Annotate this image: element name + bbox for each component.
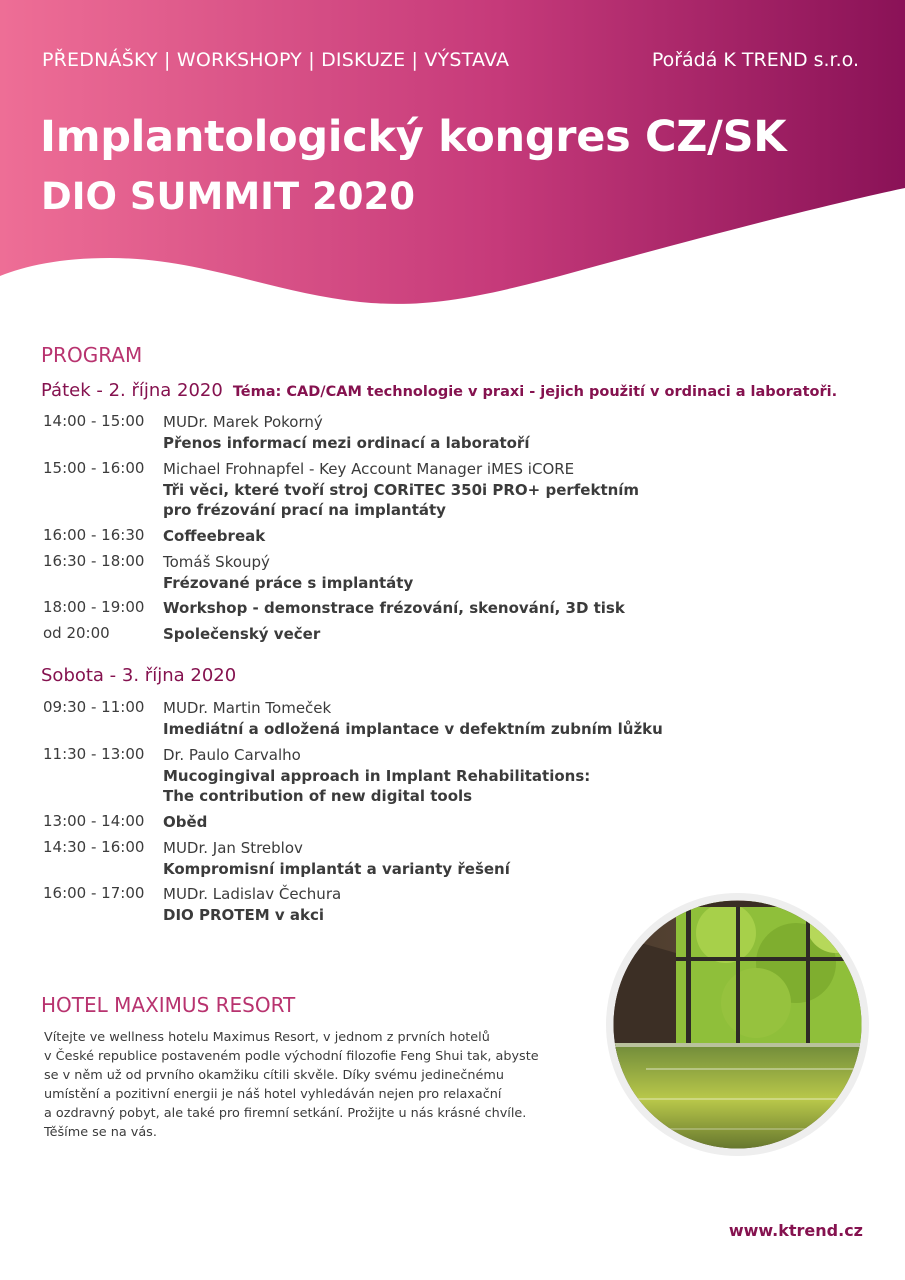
session-time: 16:30 - 18:00 [43,552,145,570]
session-title: Frézované práce s implantáty [163,573,414,592]
header-banner [0,0,905,310]
session-speaker: Tomáš Skoupý [163,553,270,571]
session-title: Oběd [163,813,208,831]
session-time: 14:00 - 15:00 [43,412,145,430]
session-time: 09:30 - 11:00 [43,698,145,716]
session-speaker: MUDr. Jan Streblov [163,839,303,857]
page-subtitle: DIO SUMMIT 2020 [41,175,416,218]
session-time: 14:30 - 16:00 [43,838,145,856]
session-title: Workshop - demonstrace frézování, skenování, 3D tisk [163,599,625,617]
session-time: 13:00 - 14:00 [43,812,145,830]
hotel-description-line: se v něm už od prvního okamžiku cítili skvěle. Díky svému jedinečnému [44,1068,504,1083]
session-title-continued: The contribution of new digital tools [163,787,473,805]
session-title: Imediátní a odložená implantace v defektním zubním lůžku [163,719,663,738]
session-time: 15:00 - 16:00 [43,459,145,477]
session-title: Tři věci, které tvoří stroj CORiTEC 350i PRO+ perfektním [163,480,640,499]
hotel-description-line: Vítejte ve wellness hotelu Maximus Resort, v jednom z prvních hotelů [44,1030,490,1045]
session-speaker: Dr. Paulo Carvalho [163,746,301,764]
session-title: Kompromisní implantát a varianty řešení [163,859,510,878]
organizer-label: Pořádá K TREND s.r.o. [651,49,859,71]
session-time: od 20:00 [43,624,110,642]
session-speaker: MUDr. Martin Tomeček [163,699,332,717]
session-time: 18:00 - 19:00 [43,598,145,616]
event-tagline: PŘEDNÁŠKY | WORKSHOPY | DISKUZE | VÝSTAVA [42,49,510,71]
hotel-description [44,1028,584,1123]
day-label: Sobota - 3. října 2020 [41,665,237,686]
website-link[interactable]: www.ktrend.cz [728,1221,863,1240]
hotel-description-line: a ozdravný pobyt, ale také pro firemní setkání. Prožijte u nás krásné chvíle. [44,1106,527,1121]
session-time: 16:00 - 16:30 [43,526,145,544]
session-time: 11:30 - 13:00 [43,745,145,763]
session-speaker: MUDr. Marek Pokorný [163,413,323,431]
session-speaker: MUDr. Ladislav Čechura [163,885,342,903]
program-heading: PROGRAM [41,343,143,367]
session-speaker: Michael Frohnapfel - Key Account Manager iMES iCORE [163,460,575,478]
day-heading-saturday [41,665,236,686]
session-title: Přenos informací mezi ordinací a laboratoří [163,433,530,452]
day-heading-friday [41,380,837,401]
hotel-closing: Těšíme se na vás. [44,1125,157,1140]
session-title: Mucogingival approach in Implant Rehabilitations: [163,766,591,785]
hotel-description-line: v České republice postaveném podle východní filozofie Feng Shui tak, abyste [44,1049,539,1064]
session-time: 16:00 - 17:00 [43,884,145,902]
page-title: Implantologický kongres CZ/SK [40,112,787,162]
day-theme: Téma: CAD/CAM technologie v praxi - jejich použití v ordinaci a laboratoři. [232,384,838,400]
hotel-heading: HOTEL MAXIMUS RESORT [41,993,296,1017]
hotel-description-line: umístění a pozitivní energii je náš hotel vyhledáván nejen pro relaxační [44,1087,502,1102]
session-title: Společenský večer [163,625,321,643]
day-label: Pátek - 2. října 2020 [41,380,223,401]
session-title-continued: pro frézování prací na implantáty [163,501,446,519]
hotel-pool-photo [606,893,869,1156]
session-title: DIO PROTEM v akci [163,905,325,924]
session-title: Coffeebreak [163,527,266,545]
